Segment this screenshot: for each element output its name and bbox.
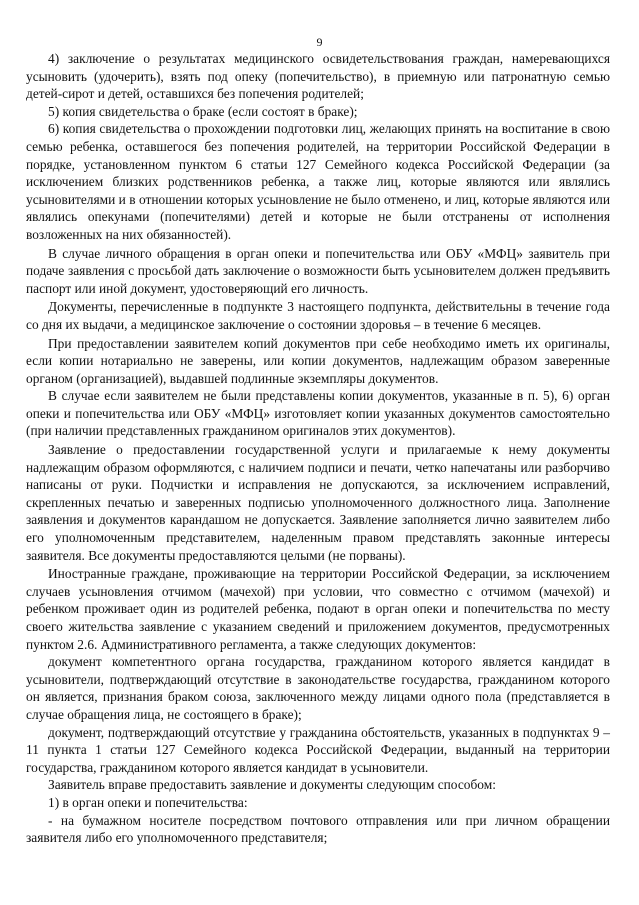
paragraph-paper-submission: - на бумажном носителе посредством почтового отправления или при личном обращении заявителя либо его уполномоченного представителя; xyxy=(26,812,610,846)
paragraph-item-5-marriage-certificate: 5) копия свидетельства о браке (если состоят в браке); xyxy=(48,103,358,119)
paragraph-copies-by-authority: В случае если заявителем не были представлены копии документов, указанные в п. 5), 6) орган опеки и попечительства или ОБУ «МФЦ» изготовляет копии указанных документов самостоятельно (при наличии представленных гражданином оригиналов этих документов). xyxy=(26,388,610,439)
paragraph-personal-visit: В случае личного обращения в орган опеки и попечительства или ОБУ «МФЦ» заявитель при подаче заявления с просьбой дать заключение о возможности быть усыновителем должен предъявить паспорт или иной документ, удостоверяющий его личность. xyxy=(26,245,610,296)
page-number: 9 xyxy=(316,35,323,49)
paragraph-submission-methods: Заявитель вправе предоставить заявление и документы следующим способом: xyxy=(48,777,496,793)
paragraph-item-4-medical-report: 4) заключение о результатах медицинского освидетельствования граждан, намеревающихся усыновить (удочерить), взять под опеку (попечительство), в приемную или патронатную семью детей-сирот и детей, оставшихся без попечения родителей; xyxy=(26,51,610,102)
paragraph-copies-originals: При предоставлении заявителем копий документов при себе необходимо иметь их оригиналы, если копии нотариально не заверены, или копии документов, надлежащим образом заверенные органом (организацией), выдавшей подлинные экземпляры документов. xyxy=(26,335,610,386)
paragraph-document-validity: Документы, перечисленные в подпункте 3 настоящего подпункта, действительны в течение года со дня их выдачи, а медицинское заключение о состоянии здоровья – в течение 6 месяцев. xyxy=(26,299,610,332)
paragraph-absence-of-circumstances: документ, подтверждающий отсутствие у гражданина обстоятельств, указанных в подпунктах 9 – 11 пункта 1 статьи 127 Семейного кодекса Российской Федерации, выданный на территории государства, гражданином которого является кандидат в усыновители. xyxy=(26,724,610,775)
paragraph-competent-authority-document: документ компетентного органа государства, гражданином которого является кандидат в усыновители, подтверждающий отсутствие в законодательстве государства, гражданином которого он является, признания браком союза, заключенного между лицами одного пола (представляется в случае обращения лица, не состоящего в браке); xyxy=(26,654,610,722)
paragraph-foreign-citizens: Иностранные граждане, проживающие на территории Российской Федерации, за исключением случаев усыновления отчимом (мачехой) при условии, что совместно с отчимом (мачехой) и ребенком проживает один из родителей ребенка, подают в орган опеки и попечительства по месту своего жительства заявление с указанием сведений и приложением документов, предусмотренных пунктом 2.6. Административного регламента, а также следующих документов: xyxy=(26,566,610,652)
paragraph-item-6-training-certificate: 6) копия свидетельства о прохождении подготовки лиц, желающих принять на воспитание в свою семью ребенка, оставшегося без попечения родителей, на территории Российской Федерации в порядке, установленном пунктом 6 статьи 127 Семейного кодекса Российской Федерации (за исключением близких родственников ребенка, а также лиц, которые являются или являлись усыновителями и в отношении которых усыновление не было отменено, и лиц, которые являются или являлись опекунами (попечителями) детей и которые не были отстранены от исполнения возложенных на них обязанностей). xyxy=(26,121,610,242)
paragraph-guardianship-authority: 1) в орган опеки и попечительства: xyxy=(48,794,248,810)
paragraph-application-requirements: Заявление о предоставлении государственной услуги и прилагаемые к нему документы надлежащим образом оформляются, с наличием подписи и печати, четко напечатаны или разборчиво написаны от руки. Подчистки и исправления не допускаются, за исключением исправлений, скрепленных печатью и заверенных подписью уполномоченного должностного лица. Заполнение заявления и документов карандашом не допускается. Заявление заполняется лично заявителем либо его уполномоченным представителем, наделенным правом представлять законные интересы заявителя. Все документы предоставляются целыми (не порваны). xyxy=(26,442,610,563)
document-body xyxy=(26,50,610,847)
